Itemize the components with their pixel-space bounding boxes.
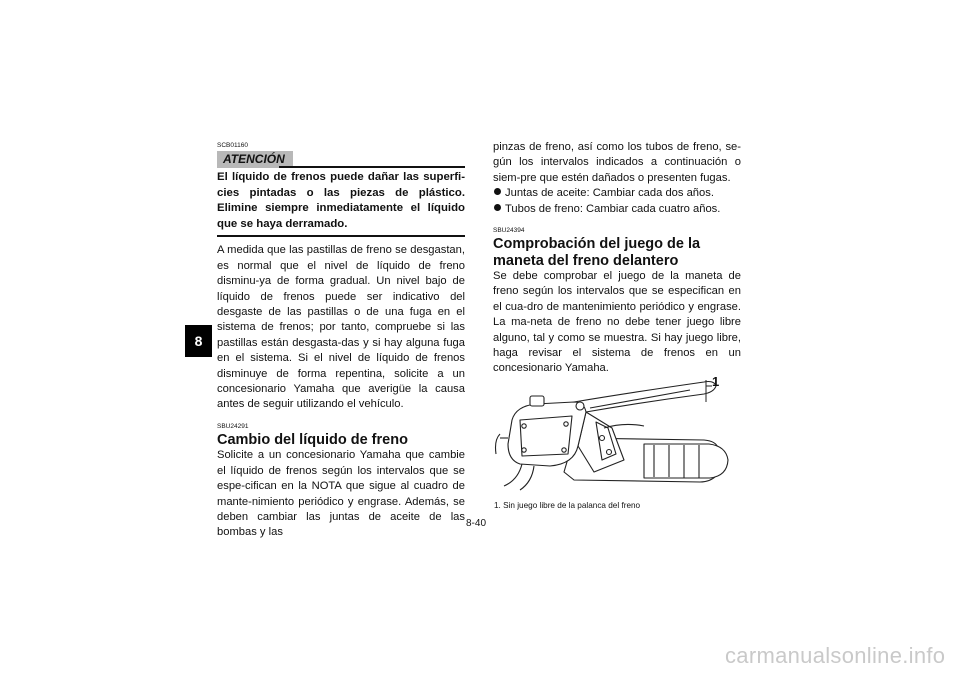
bullet-dot-icon [494, 204, 501, 211]
section-code: SBU24291 [217, 422, 249, 430]
figure-caption: 1. Sin juego libre de la palanca del freno [494, 501, 641, 510]
right-column [493, 140, 741, 377]
caution-label: ATENCIÓN [217, 151, 293, 168]
figure-callout-number: 1 [712, 374, 720, 389]
caution-rule [279, 166, 465, 168]
continued-paragraph: pinzas de freno, así como los tubos de freno, se-gún los intervalos indicados a continuación o siem-pre que estén dañados o presenten fugas. [493, 141, 741, 184]
section-title-brake-fluid-change: Cambio del líquido de freno [217, 431, 408, 448]
section-code: SBU24394 [493, 227, 525, 235]
bullet-dot-icon [494, 188, 501, 195]
bullet-text: Juntas de aceite: Cambiar cada dos años. [505, 187, 714, 200]
brake-lever-play-paragraph: Se debe comprobar el juego de la maneta de freno según los intervalos que se especifican en el cua-dro de mantenimiento periódico y engrase. La ma-neta de freno no debe tener juego libre alguno, tal y como se muestra. Si hay juego libre, haga revisar el sistema de frenos en un concesionario Yamaha. [493, 270, 741, 375]
bullet-item [493, 186, 741, 201]
brake-fluid-change-paragraph: Solicite a un concesionario Yamaha que cambie el líquido de frenos según los intervalos que se espe-cifican en la NOTA que sigue al cuadro de mante-nimiento periódico y engrase. Además, se deben cambiar las juntas de aceite de las bombas y las [217, 449, 465, 539]
brake-lever-illustration [494, 368, 744, 494]
chapter-tab: 8 [185, 325, 212, 357]
left-column [217, 140, 465, 541]
caution-header [217, 151, 465, 169]
bullet-text: Tubos de freno: Cambiar cada cuatro años. [505, 202, 721, 215]
caution-code: SCB01160 [217, 142, 248, 149]
caution-text: El líquido de frenos puede dañar las superfi-cies pintadas o las piezas de plástico. Elimine siempre inmediatamente el líquido que se haya derramado. [217, 170, 465, 237]
brake-fluid-level-paragraph: A medida que las pastillas de freno se desgastan, es normal que el nivel de líquido de freno disminu-ya de forma gradual. Un nivel bajo de líquido de frenos puede ser indicativo del desgaste de las pastillas o de una fuga en el sistema de frenos; por tanto, compruebe si las pastillas están desgasta-das y si hay alguna fuga en el sistema. Si el nivel de líquido de frenos disminuye de forma repentina, solicite a un concesionario Yamaha que averigüe la causa antes de seguir utilizando el vehículo. [217, 244, 465, 411]
section-title-brake-lever-play: Comprobación del juego de la maneta del freno delantero [493, 236, 701, 269]
page-number: 8-40 [466, 518, 487, 529]
bullet-item [493, 202, 741, 217]
watermark: carmanualsonline.info [725, 643, 946, 668]
